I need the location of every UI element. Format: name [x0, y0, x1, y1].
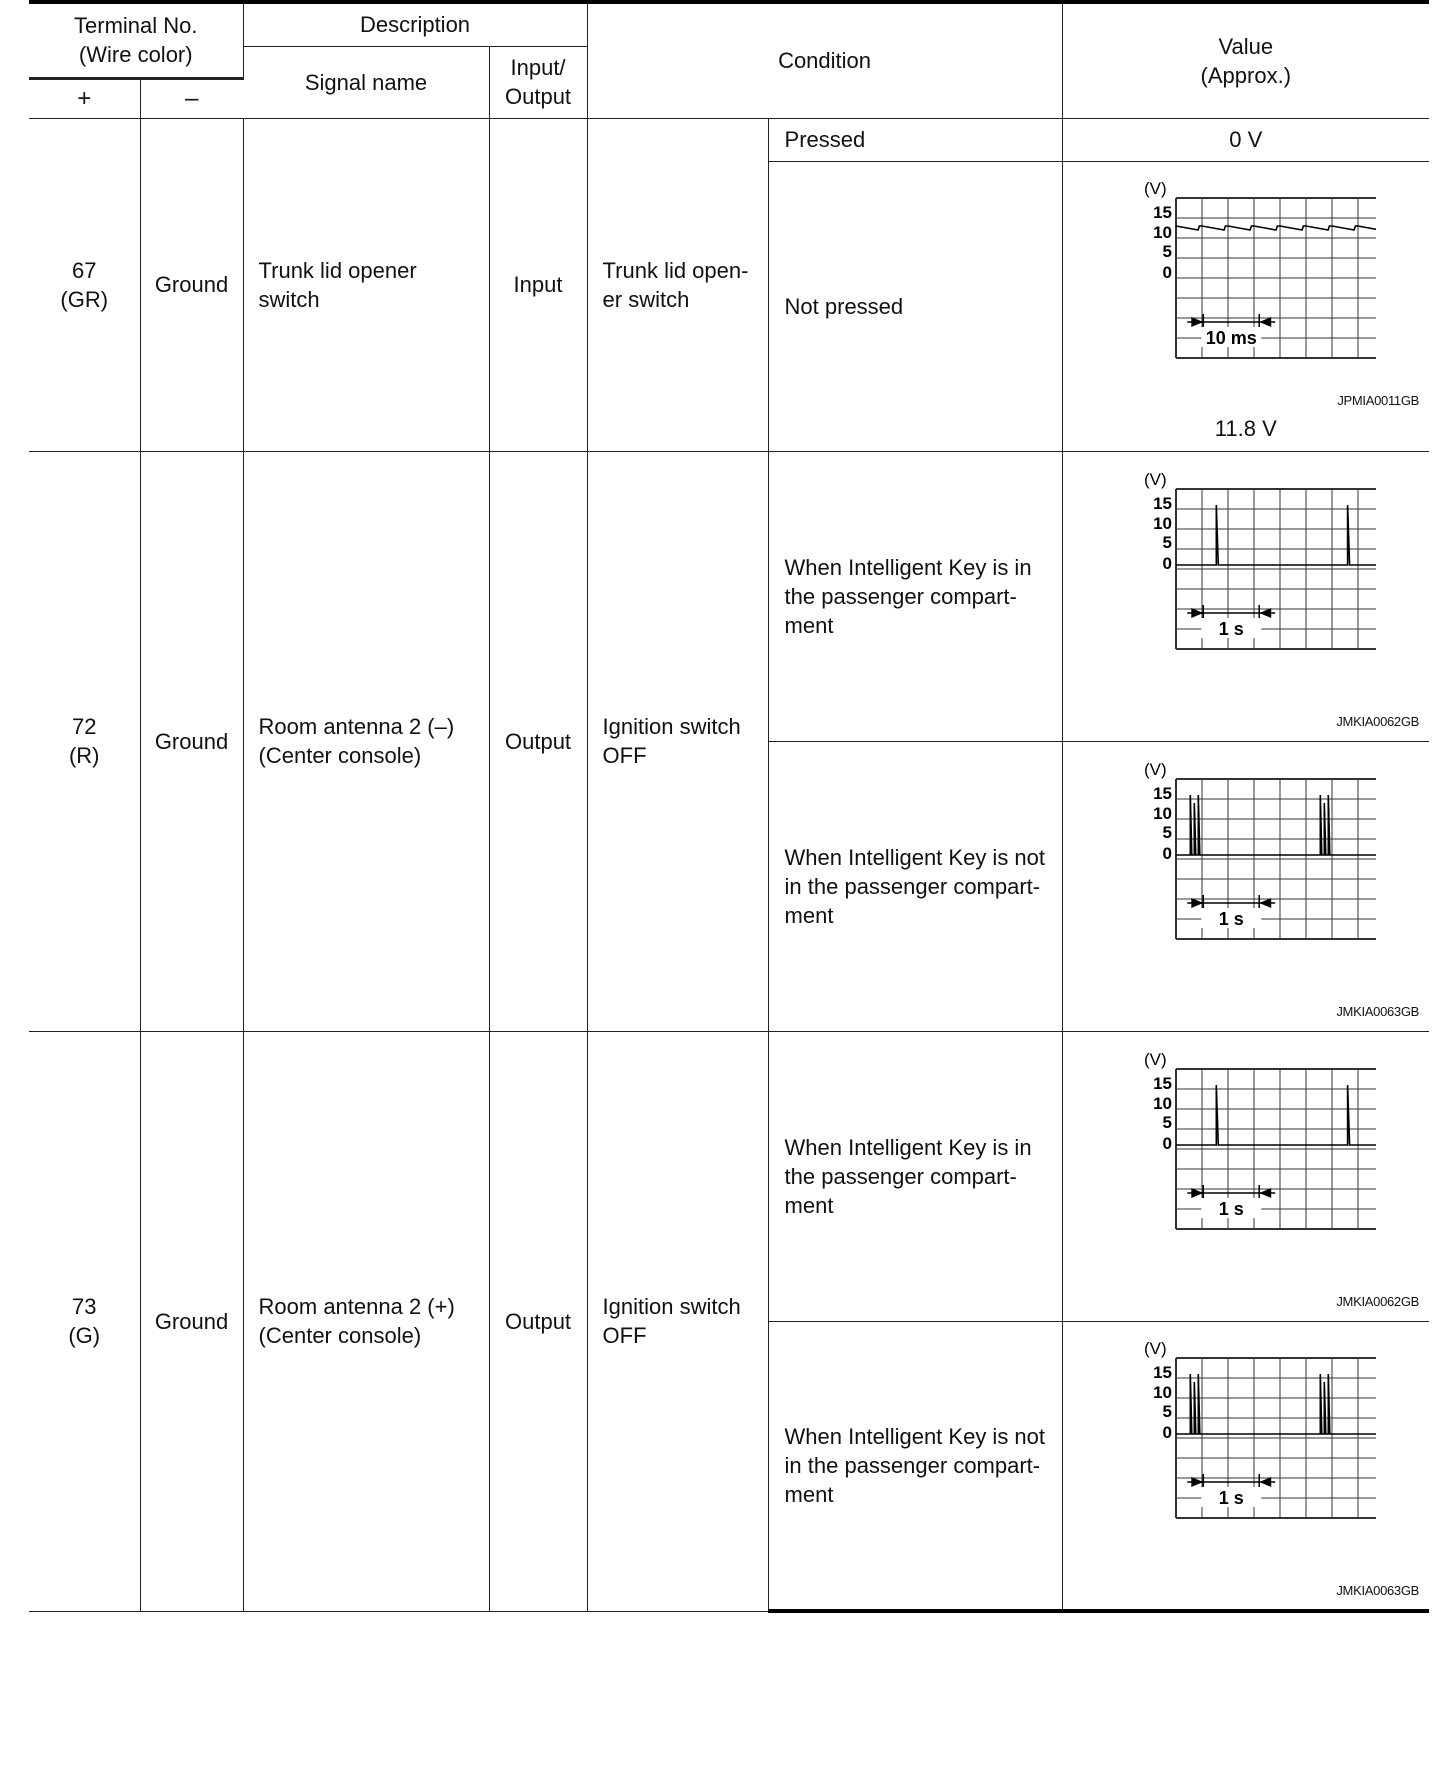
condition-line2: OFF [602, 743, 647, 768]
sub-condition-cell [768, 741, 1062, 1031]
waveform-chart [1116, 461, 1376, 661]
terminal-number: 67 [72, 257, 97, 283]
signal-name-cell [243, 451, 489, 1031]
unit-label: (V) [1143, 178, 1167, 198]
header-terminal-no [29, 2, 243, 78]
y-tick-label: 10 [1152, 1094, 1172, 1113]
y-tick-label: 10 [1152, 804, 1172, 823]
y-tick-label: 15 [1152, 1363, 1172, 1383]
sub-condition-line2: the passenger compart- [784, 583, 1017, 609]
unit-label: (V) [1143, 760, 1167, 779]
sub-condition-line2: in the passenger compart- [784, 1452, 1041, 1478]
terminal-cell [29, 118, 140, 451]
header-io-line2: Output [505, 84, 572, 109]
sub-condition-cell: Not pressed [768, 161, 1062, 451]
unit-label: (V) [1143, 1050, 1167, 1069]
condition-line1: Ignition switch [602, 714, 741, 739]
condition-line2: OFF [602, 1323, 647, 1348]
waveform-figure [1063, 170, 1430, 410]
header-approx-label: (Approx.) [1200, 62, 1292, 88]
y-tick-label: 5 [1162, 241, 1172, 261]
terminal-spec-table-wrapper [29, 0, 1429, 1613]
signal-trace [1176, 226, 1376, 230]
terminal-number: 73 [72, 1294, 97, 1319]
wire-color: (R) [68, 743, 100, 768]
y-tick-label: 5 [1162, 1402, 1172, 1422]
terminal-spec-table [29, 0, 1429, 1613]
sub-condition-line2: in the passenger compart- [784, 873, 1041, 899]
value-cell [1062, 161, 1429, 451]
y-tick-label: 10 [1152, 1383, 1172, 1403]
sub-condition-cell [768, 451, 1062, 741]
y-tick-label: 5 [1162, 1113, 1172, 1132]
signal-name-line1: Trunk lid opener [258, 257, 417, 283]
wire-color: (GR) [60, 286, 109, 312]
y-tick-label: 0 [1162, 554, 1172, 573]
unit-label: (V) [1143, 1339, 1167, 1359]
header-input-output [489, 46, 587, 118]
waveform-figure [1063, 1330, 1430, 1600]
waveform-chart [1116, 170, 1376, 370]
sub-condition-line1: When Intelligent Key is not [784, 844, 1046, 870]
sub-condition-cell [768, 1321, 1062, 1611]
value-cell: 0 V [1062, 118, 1429, 161]
header-plus: + [29, 78, 140, 118]
signal-trace [1176, 505, 1376, 565]
figure-id: JMKIA0062GB [1336, 1294, 1420, 1309]
terminal-cell [29, 451, 140, 1031]
value-cell [1062, 1031, 1429, 1321]
header-value-label: Value [1218, 33, 1274, 59]
y-tick-label: 0 [1162, 262, 1172, 282]
figure-id: JMKIA0062GB [1336, 714, 1420, 729]
y-tick-label: 0 [1162, 1423, 1172, 1443]
signal-name-line2: (Center console) [258, 1323, 422, 1348]
header-value [1062, 2, 1429, 118]
sub-condition-line1: When Intelligent Key is in [784, 1134, 1032, 1160]
table-row [29, 1031, 1429, 1321]
y-tick-label: 15 [1152, 494, 1172, 513]
header-condition: Condition [587, 2, 1062, 118]
condition-line2: er switch [602, 286, 690, 312]
unit-label: (V) [1143, 470, 1167, 489]
value-cell [1062, 1321, 1429, 1611]
waveform-figure [1063, 751, 1430, 1021]
sub-condition-line2: the passenger compart- [784, 1163, 1017, 1189]
y-tick-label: 15 [1152, 1074, 1172, 1093]
time-label: 1 s [1218, 619, 1244, 639]
input-output-cell: Output [489, 451, 587, 1031]
sub-condition-line3: ment [784, 1192, 834, 1218]
signal-name-cell [243, 118, 489, 451]
condition-cell [587, 118, 768, 451]
value-cell [1062, 451, 1429, 741]
value-text: 11.8 V [1214, 415, 1277, 441]
waveform-chart [1116, 751, 1376, 951]
input-output-cell: Input [489, 118, 587, 451]
waveform-figure [1063, 461, 1430, 731]
waveform-figure [1063, 1041, 1430, 1311]
minus-terminal: Ground [140, 118, 243, 451]
terminal-cell [29, 1031, 140, 1611]
signal-name-cell [243, 1031, 489, 1611]
minus-terminal: Ground [140, 1031, 243, 1611]
y-tick-label: 15 [1152, 202, 1172, 222]
y-tick-label: 5 [1162, 823, 1172, 842]
signal-name-line2: (Center console) [258, 743, 422, 768]
input-output-cell: Output [489, 1031, 587, 1611]
sub-condition-line1: When Intelligent Key is not [784, 1423, 1046, 1449]
waveform-chart [1116, 1330, 1376, 1530]
sub-condition-cell: Pressed [768, 118, 1062, 161]
signal-name-line1: Room antenna 2 (+) [258, 1294, 455, 1319]
signal-trace [1176, 1374, 1376, 1434]
header-description: Description [243, 2, 587, 46]
condition-cell [587, 451, 768, 1031]
header-io-line1: Input/ [510, 55, 566, 80]
signal-name-line2: switch [258, 286, 320, 312]
sub-condition-cell [768, 1031, 1062, 1321]
signal-trace [1176, 1085, 1376, 1145]
condition-line1: Trunk lid open- [602, 257, 749, 283]
wire-color: (G) [68, 1323, 101, 1348]
figure-id: JPMIA0011GB [1337, 392, 1420, 408]
time-label: 1 s [1218, 1488, 1244, 1509]
minus-terminal: Ground [140, 451, 243, 1031]
header-terminal-no-label: Terminal No. [74, 13, 198, 39]
sub-condition-line3: ment [784, 902, 834, 928]
header-minus: – [140, 78, 243, 118]
time-label: 10 ms [1205, 327, 1257, 348]
table-row [29, 118, 1429, 161]
table-row [29, 451, 1429, 741]
header-wire-color-label: (Wire color) [78, 42, 193, 68]
y-tick-label: 5 [1162, 533, 1172, 552]
waveform-chart [1116, 1041, 1376, 1241]
y-tick-label: 0 [1162, 844, 1172, 863]
figure-id: JMKIA0063GB [1336, 1004, 1420, 1019]
sub-condition-line1: When Intelligent Key is in [784, 554, 1032, 580]
sub-condition-line3: ment [784, 1481, 834, 1507]
condition-line1: Ignition switch [602, 1294, 741, 1319]
figure-id: JMKIA0063GB [1336, 1583, 1420, 1599]
signal-name-line1: Room antenna 2 (–) [258, 714, 455, 739]
value-cell [1062, 741, 1429, 1031]
table-body [29, 118, 1429, 1611]
terminal-number: 72 [72, 714, 97, 739]
time-label: 1 s [1218, 1199, 1244, 1219]
table-header [29, 2, 1429, 118]
y-tick-label: 0 [1162, 1134, 1172, 1153]
header-signal-name: Signal name [243, 46, 489, 118]
sub-condition-line3: ment [784, 612, 834, 638]
time-label: 1 s [1218, 909, 1244, 929]
condition-cell [587, 1031, 768, 1611]
y-tick-label: 15 [1152, 784, 1172, 803]
y-tick-label: 10 [1152, 222, 1172, 242]
y-tick-label: 10 [1152, 514, 1172, 533]
signal-trace [1176, 795, 1376, 855]
